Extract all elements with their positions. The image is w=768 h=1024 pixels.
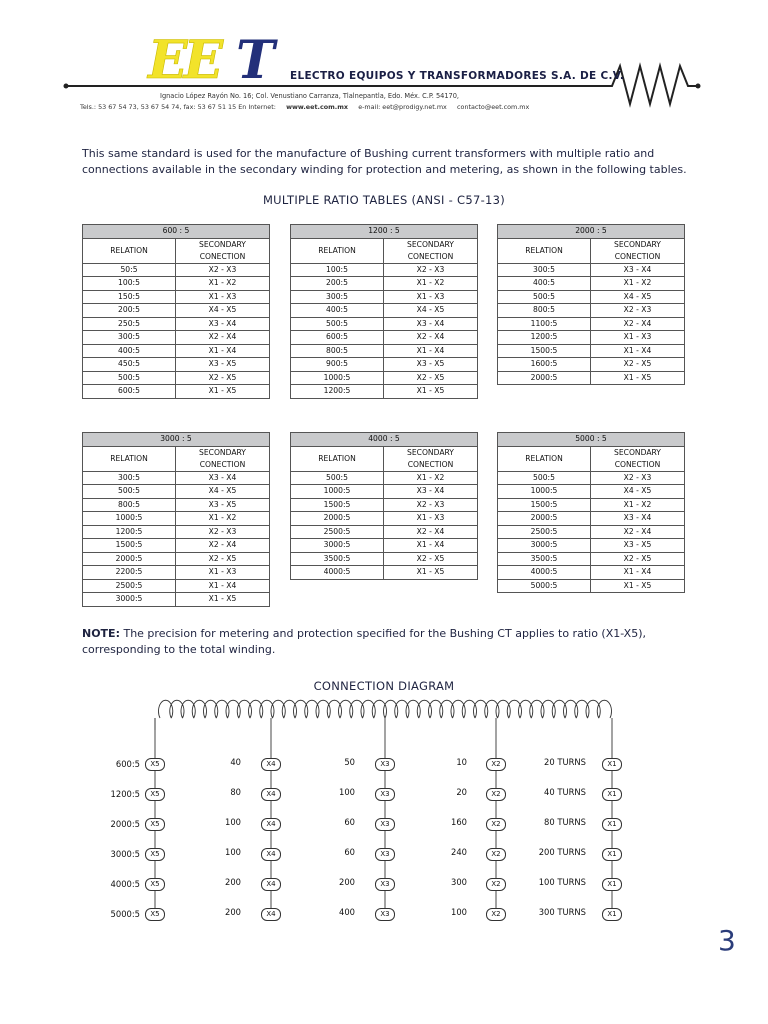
ratio-table [82, 432, 270, 607]
diagram-turns-label: 100 [225, 817, 241, 827]
diagram-turns-label: 300 TURNS [538, 907, 586, 917]
table-row [83, 277, 270, 291]
relation-cell: 50:5 [83, 263, 176, 277]
table-row [498, 371, 685, 385]
table-row [498, 566, 685, 580]
ratio-table [497, 432, 685, 593]
terminal-marker: X5 [145, 788, 165, 801]
table-row [291, 290, 478, 304]
diagram-turns-label: 200 [225, 877, 241, 887]
table-row [498, 290, 685, 304]
table-row [291, 552, 478, 566]
relation-cell: 4000:5 [498, 566, 591, 580]
relation-cell: 800:5 [83, 498, 176, 512]
table-row [498, 358, 685, 372]
relation-cell: 500:5 [291, 317, 384, 331]
table-row [83, 485, 270, 499]
connection-cell: X3 - X4 [384, 485, 478, 499]
connection-cell: X3 - X5 [384, 358, 478, 372]
table-title: 1200 : 5 [291, 225, 478, 239]
relation-cell: 500:5 [498, 471, 591, 485]
svg-text:EE: EE [148, 34, 220, 84]
terminal-marker: X4 [261, 908, 281, 921]
terminal-marker: X1 [602, 758, 622, 771]
relation-cell: 250:5 [83, 317, 176, 331]
connection-cell: X1 - X4 [176, 579, 270, 593]
terminal-marker: X5 [145, 758, 165, 771]
table-row [498, 471, 685, 485]
relation-cell: 1500:5 [498, 498, 591, 512]
connection-cell: X2 - X3 [591, 304, 685, 318]
terminal-marker: X2 [486, 788, 506, 801]
relation-cell: 2200:5 [83, 566, 176, 580]
relation-cell: 300:5 [83, 331, 176, 345]
connection-cell: X1 - X2 [384, 471, 478, 485]
table-row [291, 317, 478, 331]
relation-cell: 300:5 [498, 263, 591, 277]
relation-cell: 2500:5 [291, 525, 384, 539]
terminal-marker: X5 [145, 878, 165, 891]
table-row [291, 371, 478, 385]
connection-cell: X1 - X4 [176, 344, 270, 358]
connection-cell: X4 - X5 [384, 304, 478, 318]
terminal-marker: X2 [486, 878, 506, 891]
relation-cell: 3500:5 [498, 552, 591, 566]
relation-cell: 500:5 [291, 471, 384, 485]
relation-cell: 100:5 [83, 277, 176, 291]
connection-cell: X2 - X5 [176, 371, 270, 385]
relation-cell: 600:5 [291, 331, 384, 345]
relation-cell: 5000:5 [498, 579, 591, 593]
eet-logo [146, 34, 296, 84]
connection-cell: X2 - X5 [591, 358, 685, 372]
diagram-ratio-label: 4000:5 [110, 879, 140, 889]
table-row [83, 593, 270, 607]
relation-cell: 500:5 [498, 290, 591, 304]
connection-cell: X2 - X4 [591, 317, 685, 331]
relation-cell: 600:5 [83, 385, 176, 399]
column-header: RELATION [291, 238, 384, 263]
connection-cell: X2 - X5 [384, 552, 478, 566]
relation-cell: 800:5 [498, 304, 591, 318]
column-header: SECONDARY CONECTION [591, 446, 685, 471]
diagram-turns-label: 200 [339, 877, 355, 887]
terminal-marker: X4 [261, 758, 281, 771]
relation-cell: 1000:5 [83, 512, 176, 526]
phones: Tels.: 53 67 54 73, 53 67 54 74, fax: 53 67 51 15 [80, 103, 237, 111]
diagram-turns-label: 300 [451, 877, 467, 887]
relation-cell: 1200:5 [83, 525, 176, 539]
connection-cell: X4 - X5 [176, 304, 270, 318]
tables-title: MULTIPLE RATIO TABLES (ANSI - C57-13) [262, 193, 506, 207]
diagram-turns-label: 60 [344, 847, 355, 857]
connection-cell: X1 - X3 [384, 290, 478, 304]
terminal-marker: X4 [261, 848, 281, 861]
note-label: NOTE: [82, 627, 120, 640]
diagram-ratio-label: 3000:5 [110, 849, 140, 859]
svg-text:T: T [236, 34, 271, 84]
contact-email-link[interactable]: contacto@eet.com.mx [457, 103, 530, 111]
table-row [83, 539, 270, 553]
relation-cell: 900:5 [291, 358, 384, 372]
connection-cell: X2 - X4 [384, 331, 478, 345]
relation-cell: 2000:5 [83, 552, 176, 566]
connection-cell: X1 - X2 [384, 277, 478, 291]
table-row [291, 485, 478, 499]
connection-cell: X1 - X3 [176, 290, 270, 304]
terminal-marker: X3 [375, 788, 395, 801]
diagram-turns-label: 100 [225, 847, 241, 857]
relation-cell: 2500:5 [498, 525, 591, 539]
connection-cell: X2 - X5 [384, 371, 478, 385]
connection-cell: X1 - X2 [591, 277, 685, 291]
connection-cell: X1 - X4 [591, 344, 685, 358]
table-row [498, 512, 685, 526]
relation-cell: 2000:5 [291, 512, 384, 526]
connection-cell: X4 - X5 [176, 485, 270, 499]
connection-cell: X2 - X3 [384, 263, 478, 277]
ratio-table [290, 224, 478, 399]
contact-line [80, 103, 529, 111]
diagram-turns-label: 400 [339, 907, 355, 917]
diagram-ratio-label: 1200:5 [110, 789, 140, 799]
diagram-ratio-label: 2000:5 [110, 819, 140, 829]
table-row [498, 331, 685, 345]
terminal-marker: X1 [602, 878, 622, 891]
table-row [498, 498, 685, 512]
table-row [498, 485, 685, 499]
table-row [83, 385, 270, 399]
diagram-ratio-label: 600:5 [115, 759, 140, 769]
terminal-marker: X2 [486, 848, 506, 861]
diagram-turns-label: 50 [344, 757, 355, 767]
ratio-table [82, 224, 270, 399]
table-row [498, 304, 685, 318]
table-row [291, 498, 478, 512]
connection-cell: X1 - X5 [591, 579, 685, 593]
table-row [291, 385, 478, 399]
relation-cell: 450:5 [83, 358, 176, 372]
terminal-marker: X4 [261, 788, 281, 801]
terminal-marker: X1 [602, 818, 622, 831]
table-row [83, 471, 270, 485]
relation-cell: 200:5 [291, 277, 384, 291]
intro-paragraph: This same standard is used for the manufacture of Bushing current transformers with multiple ratio and connections available in the secondary winding for protection and metering, as shown in the following tables. [82, 147, 687, 176]
coil-winding [155, 700, 611, 730]
connection-cell: X2 - X3 [384, 498, 478, 512]
page-number: 3 [718, 924, 736, 957]
diagram-turns-label: 160 [451, 817, 467, 827]
relation-cell: 300:5 [291, 290, 384, 304]
connection-cell: X1 - X2 [176, 277, 270, 291]
column-header: RELATION [498, 446, 591, 471]
connection-cell: X1 - X5 [176, 593, 270, 607]
relation-cell: 150:5 [83, 290, 176, 304]
relation-cell: 3500:5 [291, 552, 384, 566]
connection-cell: X2 - X3 [176, 525, 270, 539]
connection-cell: X1 - X5 [384, 566, 478, 580]
table-row [291, 566, 478, 580]
table-row [498, 317, 685, 331]
table-row [83, 358, 270, 372]
table-row [291, 471, 478, 485]
connection-cell: X3 - X4 [591, 263, 685, 277]
table-title: 600 : 5 [83, 225, 270, 239]
table-row [83, 290, 270, 304]
diagram-title: CONNECTION DIAGRAM [313, 679, 455, 693]
terminal-marker: X5 [145, 848, 165, 861]
terminal-marker: X5 [145, 818, 165, 831]
terminal-marker: X1 [602, 788, 622, 801]
table-row [291, 263, 478, 277]
relation-cell: 400:5 [291, 304, 384, 318]
ratio-table [497, 224, 685, 385]
column-header: SECONDARY CONECTION [384, 446, 478, 471]
company-address: Ignacio López Rayón No. 16; Col. Venustiano Carranza, Tlalnepantla, Edo. Méx. C.P. 54170, [160, 92, 460, 100]
relation-cell: 1000:5 [291, 485, 384, 499]
connection-cell: X1 - X4 [384, 539, 478, 553]
table-row [498, 344, 685, 358]
relation-cell: 2000:5 [498, 512, 591, 526]
table-row [83, 331, 270, 345]
terminal-marker: X2 [486, 908, 506, 921]
terminal-marker: X2 [486, 758, 506, 771]
note-text: The precision for metering and protection specified for the Bushing CT applies to ratio (X1-X5), corresponding to the total winding. [82, 627, 646, 656]
diagram-turns-label: 200 [225, 907, 241, 917]
table-row [498, 263, 685, 277]
connection-cell: X1 - X2 [176, 512, 270, 526]
table-row [291, 344, 478, 358]
column-header: SECONDARY CONECTION [176, 446, 270, 471]
relation-cell: 100:5 [291, 263, 384, 277]
relation-cell: 4000:5 [291, 566, 384, 580]
connection-cell: X4 - X5 [591, 290, 685, 304]
relation-cell: 1000:5 [498, 485, 591, 499]
terminal-marker: X4 [261, 878, 281, 891]
table-row [83, 263, 270, 277]
connection-cell: X3 - X5 [176, 358, 270, 372]
email-link[interactable]: e-mail: eet@prodigy.net.mx [358, 103, 447, 111]
connection-cell: X2 - X5 [591, 552, 685, 566]
table-row [83, 525, 270, 539]
connection-cell: X3 - X4 [384, 317, 478, 331]
column-header: SECONDARY CONECTION [591, 238, 685, 263]
connection-cell: X2 - X4 [176, 331, 270, 345]
table-row [498, 525, 685, 539]
connection-cell: X2 - X3 [176, 263, 270, 277]
relation-cell: 2000:5 [498, 371, 591, 385]
note-paragraph [82, 626, 682, 658]
terminal-marker: X5 [145, 908, 165, 921]
relation-cell: 1500:5 [498, 344, 591, 358]
diagram-turns-label: 20 TURNS [544, 757, 586, 767]
relation-cell: 3000:5 [498, 539, 591, 553]
connection-cell: X4 - X5 [591, 485, 685, 499]
connection-cell: X2 - X3 [591, 471, 685, 485]
table-title: 3000 : 5 [83, 433, 270, 447]
connection-cell: X3 - X5 [591, 539, 685, 553]
company-name: ELECTRO EQUIPOS Y TRANSFORMADORES S.A. DE C.V. [290, 70, 625, 82]
relation-cell: 500:5 [83, 485, 176, 499]
terminal-marker: X4 [261, 818, 281, 831]
table-row [291, 304, 478, 318]
terminal-marker: X3 [375, 758, 395, 771]
relation-cell: 3000:5 [83, 593, 176, 607]
terminal-marker: X3 [375, 878, 395, 891]
relation-cell: 500:5 [83, 371, 176, 385]
connection-cell: X1 - X4 [384, 344, 478, 358]
table-row [83, 304, 270, 318]
table-title: 5000 : 5 [498, 433, 685, 447]
connection-cell: X1 - X3 [384, 512, 478, 526]
table-row [291, 331, 478, 345]
terminal-marker: X3 [375, 908, 395, 921]
table-row [83, 344, 270, 358]
diagram-turns-label: 10 [456, 757, 467, 767]
connection-diagram [0, 690, 768, 940]
relation-cell: 200:5 [83, 304, 176, 318]
relation-cell: 1200:5 [291, 385, 384, 399]
relation-cell: 1100:5 [498, 317, 591, 331]
relation-cell: 3000:5 [291, 539, 384, 553]
internet-label: En Internet: [238, 103, 276, 111]
diagram-turns-label: 40 [230, 757, 241, 767]
relation-cell: 300:5 [83, 471, 176, 485]
column-header: RELATION [291, 446, 384, 471]
diagram-turns-label: 100 TURNS [538, 877, 586, 887]
column-header: RELATION [83, 446, 176, 471]
terminal-marker: X3 [375, 818, 395, 831]
table-row [291, 358, 478, 372]
diagram-turns-label: 80 [230, 787, 241, 797]
connection-cell: X3 - X5 [176, 498, 270, 512]
table-row [291, 277, 478, 291]
table-title: 4000 : 5 [291, 433, 478, 447]
relation-cell: 1500:5 [83, 539, 176, 553]
connection-cell: X2 - X5 [176, 552, 270, 566]
connection-cell: X1 - X3 [591, 331, 685, 345]
table-row [83, 498, 270, 512]
connection-cell: X1 - X3 [176, 566, 270, 580]
table-row [498, 552, 685, 566]
table-title: 2000 : 5 [498, 225, 685, 239]
connection-cell: X1 - X5 [176, 385, 270, 399]
table-row [498, 539, 685, 553]
diagram-turns-label: 40 TURNS [544, 787, 586, 797]
table-row [291, 525, 478, 539]
diagram-turns-label: 100 [451, 907, 467, 917]
relation-cell: 1200:5 [498, 331, 591, 345]
column-header: RELATION [83, 238, 176, 263]
relation-cell: 1600:5 [498, 358, 591, 372]
table-row [83, 512, 270, 526]
terminal-marker: X1 [602, 908, 622, 921]
terminal-marker: X3 [375, 848, 395, 861]
column-header: RELATION [498, 238, 591, 263]
ratio-table [290, 432, 478, 580]
relation-cell: 1500:5 [291, 498, 384, 512]
diagram-turns-label: 20 [456, 787, 467, 797]
table-row [291, 512, 478, 526]
terminal-marker: X2 [486, 818, 506, 831]
connection-cell: X1 - X4 [591, 566, 685, 580]
diagram-ratio-label: 5000:5 [110, 909, 140, 919]
column-header: SECONDARY CONECTION [384, 238, 478, 263]
table-row [83, 371, 270, 385]
table-row [498, 277, 685, 291]
connection-cell: X2 - X4 [176, 539, 270, 553]
table-row [291, 539, 478, 553]
table-row [83, 317, 270, 331]
table-row [83, 566, 270, 580]
table-row [83, 552, 270, 566]
relation-cell: 400:5 [498, 277, 591, 291]
connection-cell: X3 - X4 [176, 317, 270, 331]
connection-cell: X3 - X4 [176, 471, 270, 485]
connection-cell: X1 - X2 [591, 498, 685, 512]
diagram-turns-label: 80 TURNS [544, 817, 586, 827]
diagram-turns-label: 240 [451, 847, 467, 857]
relation-cell: 400:5 [83, 344, 176, 358]
connection-cell: X2 - X4 [384, 525, 478, 539]
table-row [498, 579, 685, 593]
connection-cell: X1 - X5 [384, 385, 478, 399]
relation-cell: 800:5 [291, 344, 384, 358]
relation-cell: 1000:5 [291, 371, 384, 385]
connection-cell: X2 - X4 [591, 525, 685, 539]
diagram-turns-label: 100 [339, 787, 355, 797]
diagram-turns-label: 60 [344, 817, 355, 827]
table-row [83, 579, 270, 593]
connection-cell: X1 - X5 [591, 371, 685, 385]
connection-cell: X3 - X4 [591, 512, 685, 526]
website-link[interactable]: www.eet.com.mx [286, 103, 349, 111]
diagram-turns-label: 200 TURNS [538, 847, 586, 857]
relation-cell: 2500:5 [83, 579, 176, 593]
terminal-marker: X1 [602, 848, 622, 861]
column-header: SECONDARY CONECTION [176, 238, 270, 263]
